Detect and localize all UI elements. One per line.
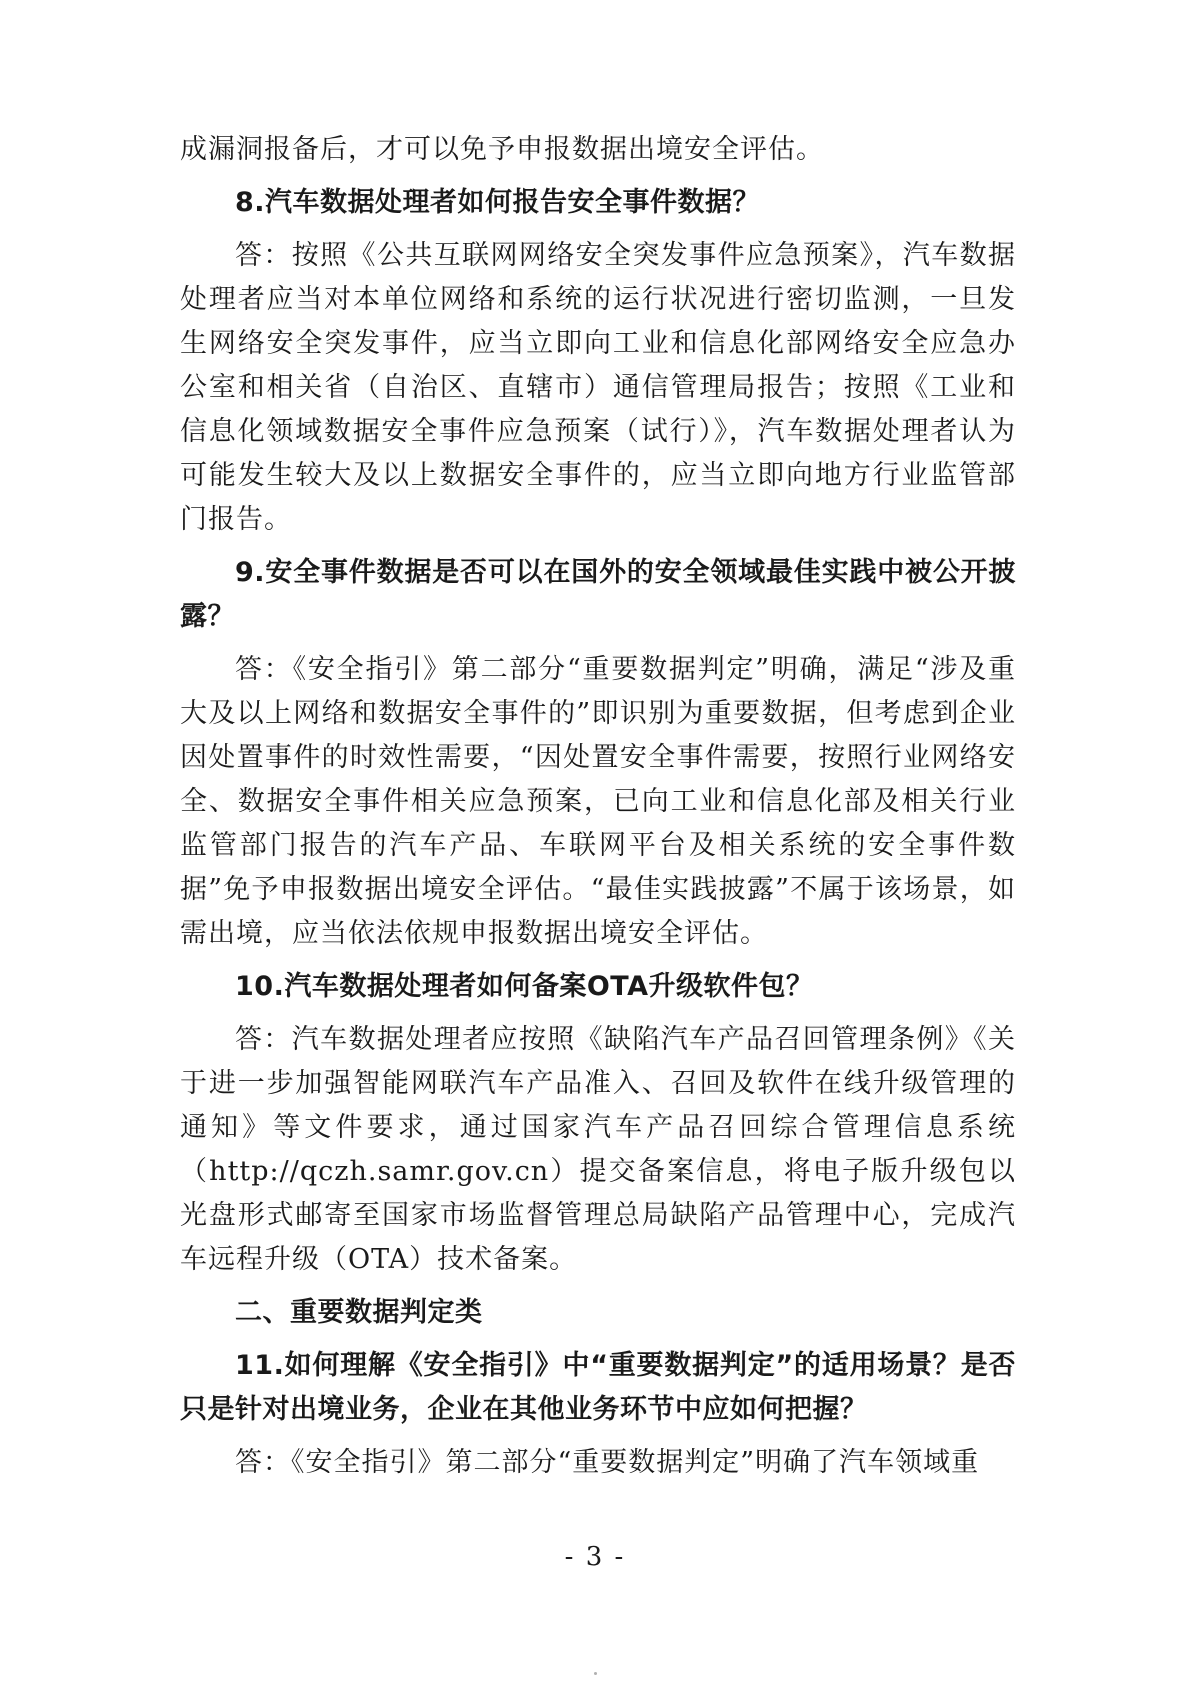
paragraph-continuation: 成漏洞报备后，才可以免予申报数据出境安全评估。 (180, 134, 824, 165)
question-heading-9: 9.安全事件数据是否可以在国外的安全领域最佳实践中被公开披露？ (180, 557, 1016, 632)
answer-paragraph-11: 答：《安全指引》第二部分“重要数据判定”明确了汽车领域重 (235, 1447, 980, 1478)
answer-paragraph-8: 答：按照《公共互联网网络安全突发事件应急预案》，汽车数据处理者应当对本单位网络和系统的运行状况进行密切监测，一旦发生网络安全突发事件，应当立即向工业和信息化部网络安全应急办公室和相关省（自治区、直辖市）通信管理局报告；按照《工业和信息化领域数据安全事件应急预案（试行）》，汽车数据处理者认为可能发生较大及以上数据安全事件的，应当立即向地方行业监管部门报告。 (180, 240, 1016, 535)
document-body (180, 128, 1016, 1485)
answer-paragraph-10: 答：汽车数据处理者应按照《缺陷汽车产品召回管理条例》《关于进一步加强智能网联汽车产品准入、召回及软件在线升级管理的通知》等文件要求，通过国家汽车产品召回综合管理信息系统（http://qczh.samr.gov.cn）提交备案信息，将电子版升级包以光盘形式邮寄至国家市场监督管理总局缺陷产品管理中心，完成汽车远程升级（OTA）技术备案。 (180, 1024, 1016, 1275)
answer-paragraph-9: 答：《安全指引》第二部分“重要数据判定”明确，满足“涉及重大及以上网络和数据安全事件的”即识别为重要数据，但考虑到企业因处置事件的时效性需要，“因处置安全事件需要，按照行业网络安全、数据安全事件相关应急预案，已向工业和信息化部及相关行业监管部门报告的汽车产品、车联网平台及相关系统的安全事件数据”免予申报数据出境安全评估。“最佳实践披露”不属于该场景，如需出境，应当依法依规申报数据出境安全评估。 (180, 654, 1016, 949)
page-number: - 3 - (564, 1542, 626, 1572)
question-heading-11: 11.如何理解《安全指引》中“重要数据判定”的适用场景？是否只是针对出境业务，企业在其他业务环节中应如何把握？ (180, 1350, 1016, 1425)
section-heading: 二、重要数据判定类 (235, 1297, 483, 1328)
scan-dot-mark (594, 1672, 597, 1675)
question-heading-8: 8.汽车数据处理者如何报告安全事件数据？ (235, 187, 761, 218)
question-heading-10: 10.汽车数据处理者如何备案OTA升级软件包？ (235, 971, 814, 1002)
